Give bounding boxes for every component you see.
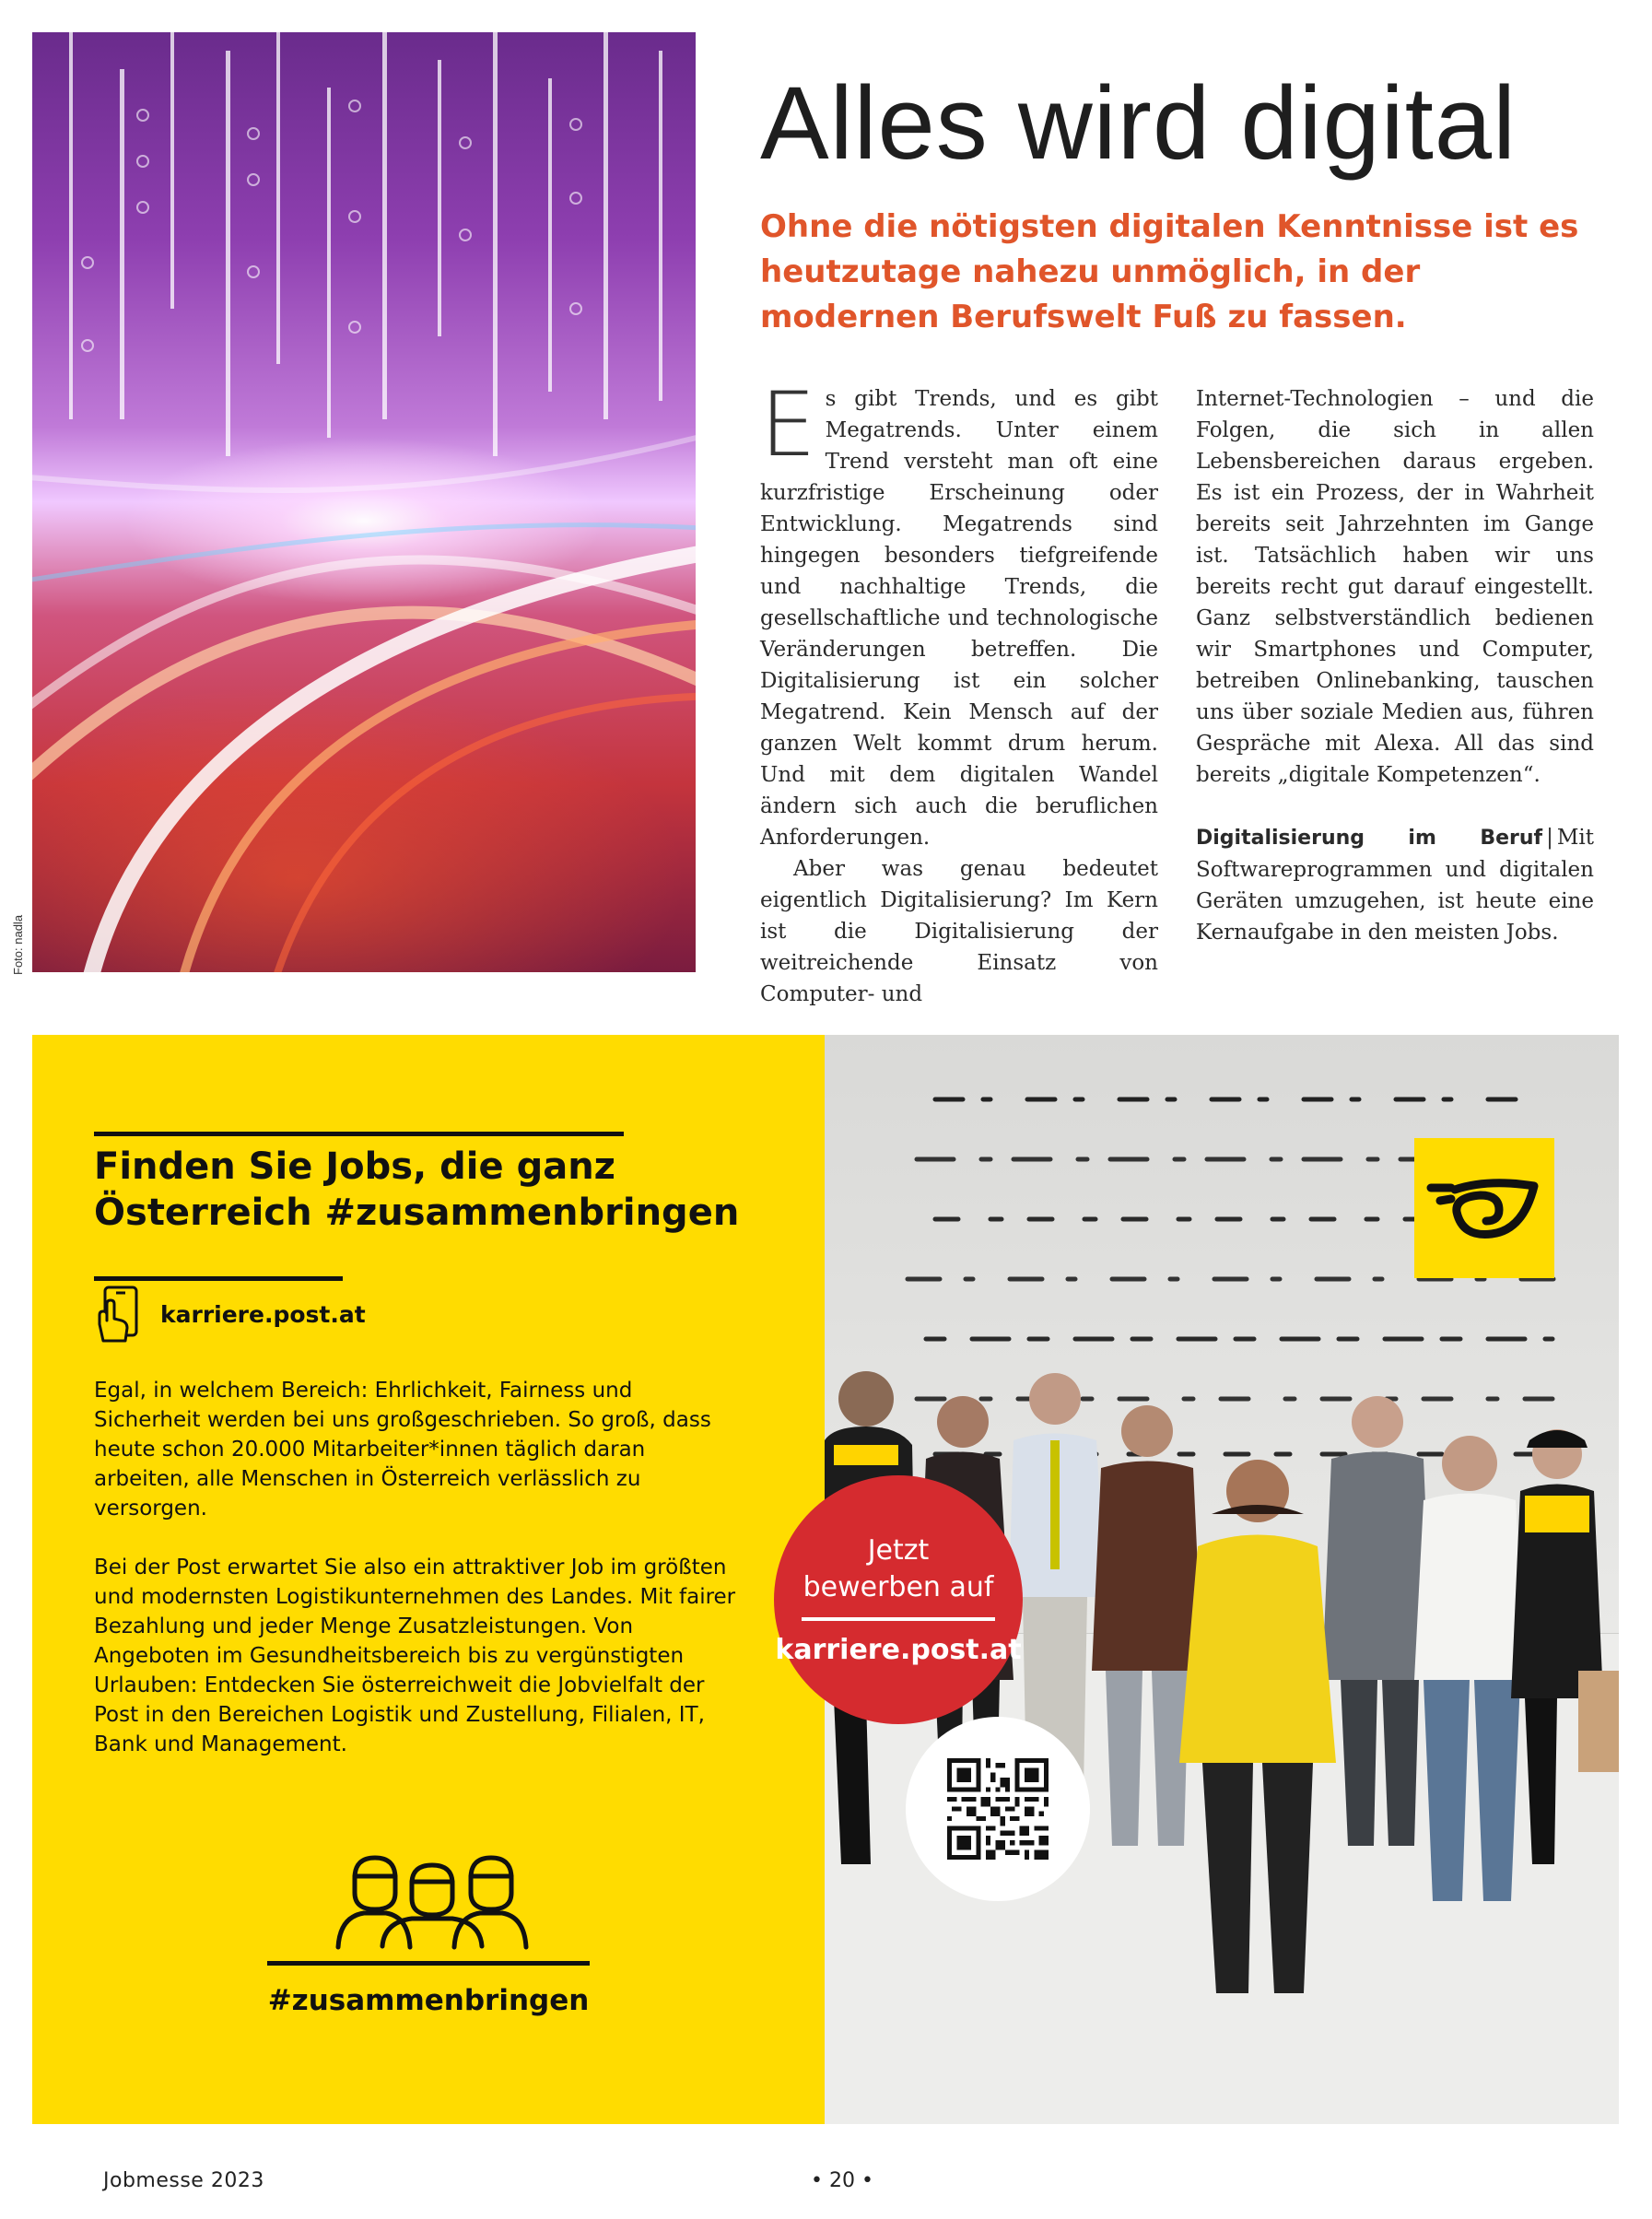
article-paragraph-4: Digitalisierung im Beruf | Mit Softwareprogrammen und digitalen Geräten umzugehen, ist heute eine Kernaufgabe in den meisten Jobs.	[1196, 826, 1594, 945]
ad-body	[94, 1376, 739, 1789]
ad-hashtag: #zusammenbringen	[267, 1984, 590, 2017]
article-column-2	[1196, 383, 1594, 948]
subhead-separator: |	[1546, 826, 1553, 850]
page-number: • 20 •	[811, 2169, 873, 2192]
cta-line-1: Jetzt	[867, 1534, 930, 1567]
apply-now-badge[interactable]	[774, 1475, 1023, 1724]
drop-cap: E	[760, 373, 816, 476]
ad-text-panel	[32, 1035, 825, 2124]
article-paragraph-3: Internet-Technologien – und die Folgen, die sich in allen Lebensbereichen daraus ergeben. Es ist ein Prozess, der in Wahrheit bereits seit Jahrzehnten im Gange ist. Tatsächlich haben wir uns bereits recht gut darauf eingestellt. Ganz selbstverständlich bedienen wir Smartphones und Computer, betreiben Onlinebanking, tauschen uns über soziale Medien aus, führen Gespräche mit Alexa. All das sind bereits „digitale Kompetenzen“.	[1196, 387, 1594, 787]
team-people-icon	[327, 1850, 539, 1952]
article-paragraph-2: Aber was genau bedeutet eigentlich Digitalisierung? Im Kern ist die Digitalisierung der weitreichende Einsatz von Computer- und	[760, 857, 1158, 1006]
qr-code-badge[interactable]	[906, 1717, 1090, 1901]
post-horn-icon	[1414, 1138, 1554, 1278]
cta-divider	[802, 1617, 995, 1621]
ad-link-rule	[94, 1276, 343, 1281]
cta-line-2: bewerben auf	[803, 1571, 994, 1603]
qr-code-icon[interactable]	[947, 1758, 1049, 1860]
cta-url[interactable]: karriere.post.at	[775, 1634, 1022, 1666]
ad-top-rule	[94, 1132, 624, 1136]
post-logo	[1414, 1138, 1554, 1278]
publication-name: Jobmesse 2023	[103, 2169, 264, 2192]
article-subhead: Digitalisierung im Beruf	[1196, 827, 1543, 850]
post-job-advertisement	[32, 1035, 1619, 2124]
phone-tap-icon	[94, 1284, 146, 1344]
ad-body-paragraph-1: Egal, in welchem Bereich: Ehrlichkeit, Fairness und Sicherheit werden bei uns großgeschrieben. So groß, dass heute schon 20.000 Mitarbeiter*innen täglich daran arbeiten, alle Menschen in Österreich verlässlich zu versorgen.	[94, 1379, 711, 1520]
article-lead: Ohne die nötigsten digitalen Kenntnisse ist es heutzutage nahezu unmöglich, in der modernen Berufswelt Fuß zu fassen.	[760, 208, 1579, 335]
photo-credit: Foto: nadla	[11, 914, 25, 975]
article-paragraph-1: Es gibt Trends, und es gibt Megatrends. Unter einem Trend versteht man oft eine kurzfristige Erscheinung oder Entwicklung. Megatrends sind hingegen besonders tiefgreifende und nachhaltige Trends, die gesellschaftliche und technologische Veränderungen betreffen. Die Digitalisierung ist ein solcher Megatrend. Kein Mensch auf der ganzen Welt kommt drum herum. Und mit dem digitalen Wandel ändern sich auch die beruflichen Anforderungen.	[760, 373, 1158, 850]
article-column-1	[760, 373, 1158, 1010]
hero-image	[32, 32, 696, 972]
ad-body-paragraph-2: Bei der Post erwartet Sie also ein attraktiver Job im größten und modernsten Logistikunternehmen des Landes. Mit fairer Bezahlung und jeder Menge Zusatzleistungen. Von Angeboten im Gesundheitsbereich bis zu vergünstigten Urlauben: Entdecken Sie österreichweit die Jobvielfalt der Post in den Bereichen Logistik und Zustellung, Filialen, IT, Bank und Management.	[94, 1556, 736, 1756]
ad-hashtag-rule	[267, 1961, 590, 1966]
digital-tunnel-graphic	[32, 32, 696, 972]
ad-headline: Finden Sie Jobs, die ganz Österreich #zusammenbringen	[94, 1145, 740, 1234]
ad-website-link[interactable]: karriere.post.at	[160, 1300, 366, 1328]
article-title: Alles wird digital	[760, 65, 1517, 181]
ad-link-row[interactable]	[94, 1284, 366, 1344]
ad-photo-panel	[775, 1035, 1619, 2124]
